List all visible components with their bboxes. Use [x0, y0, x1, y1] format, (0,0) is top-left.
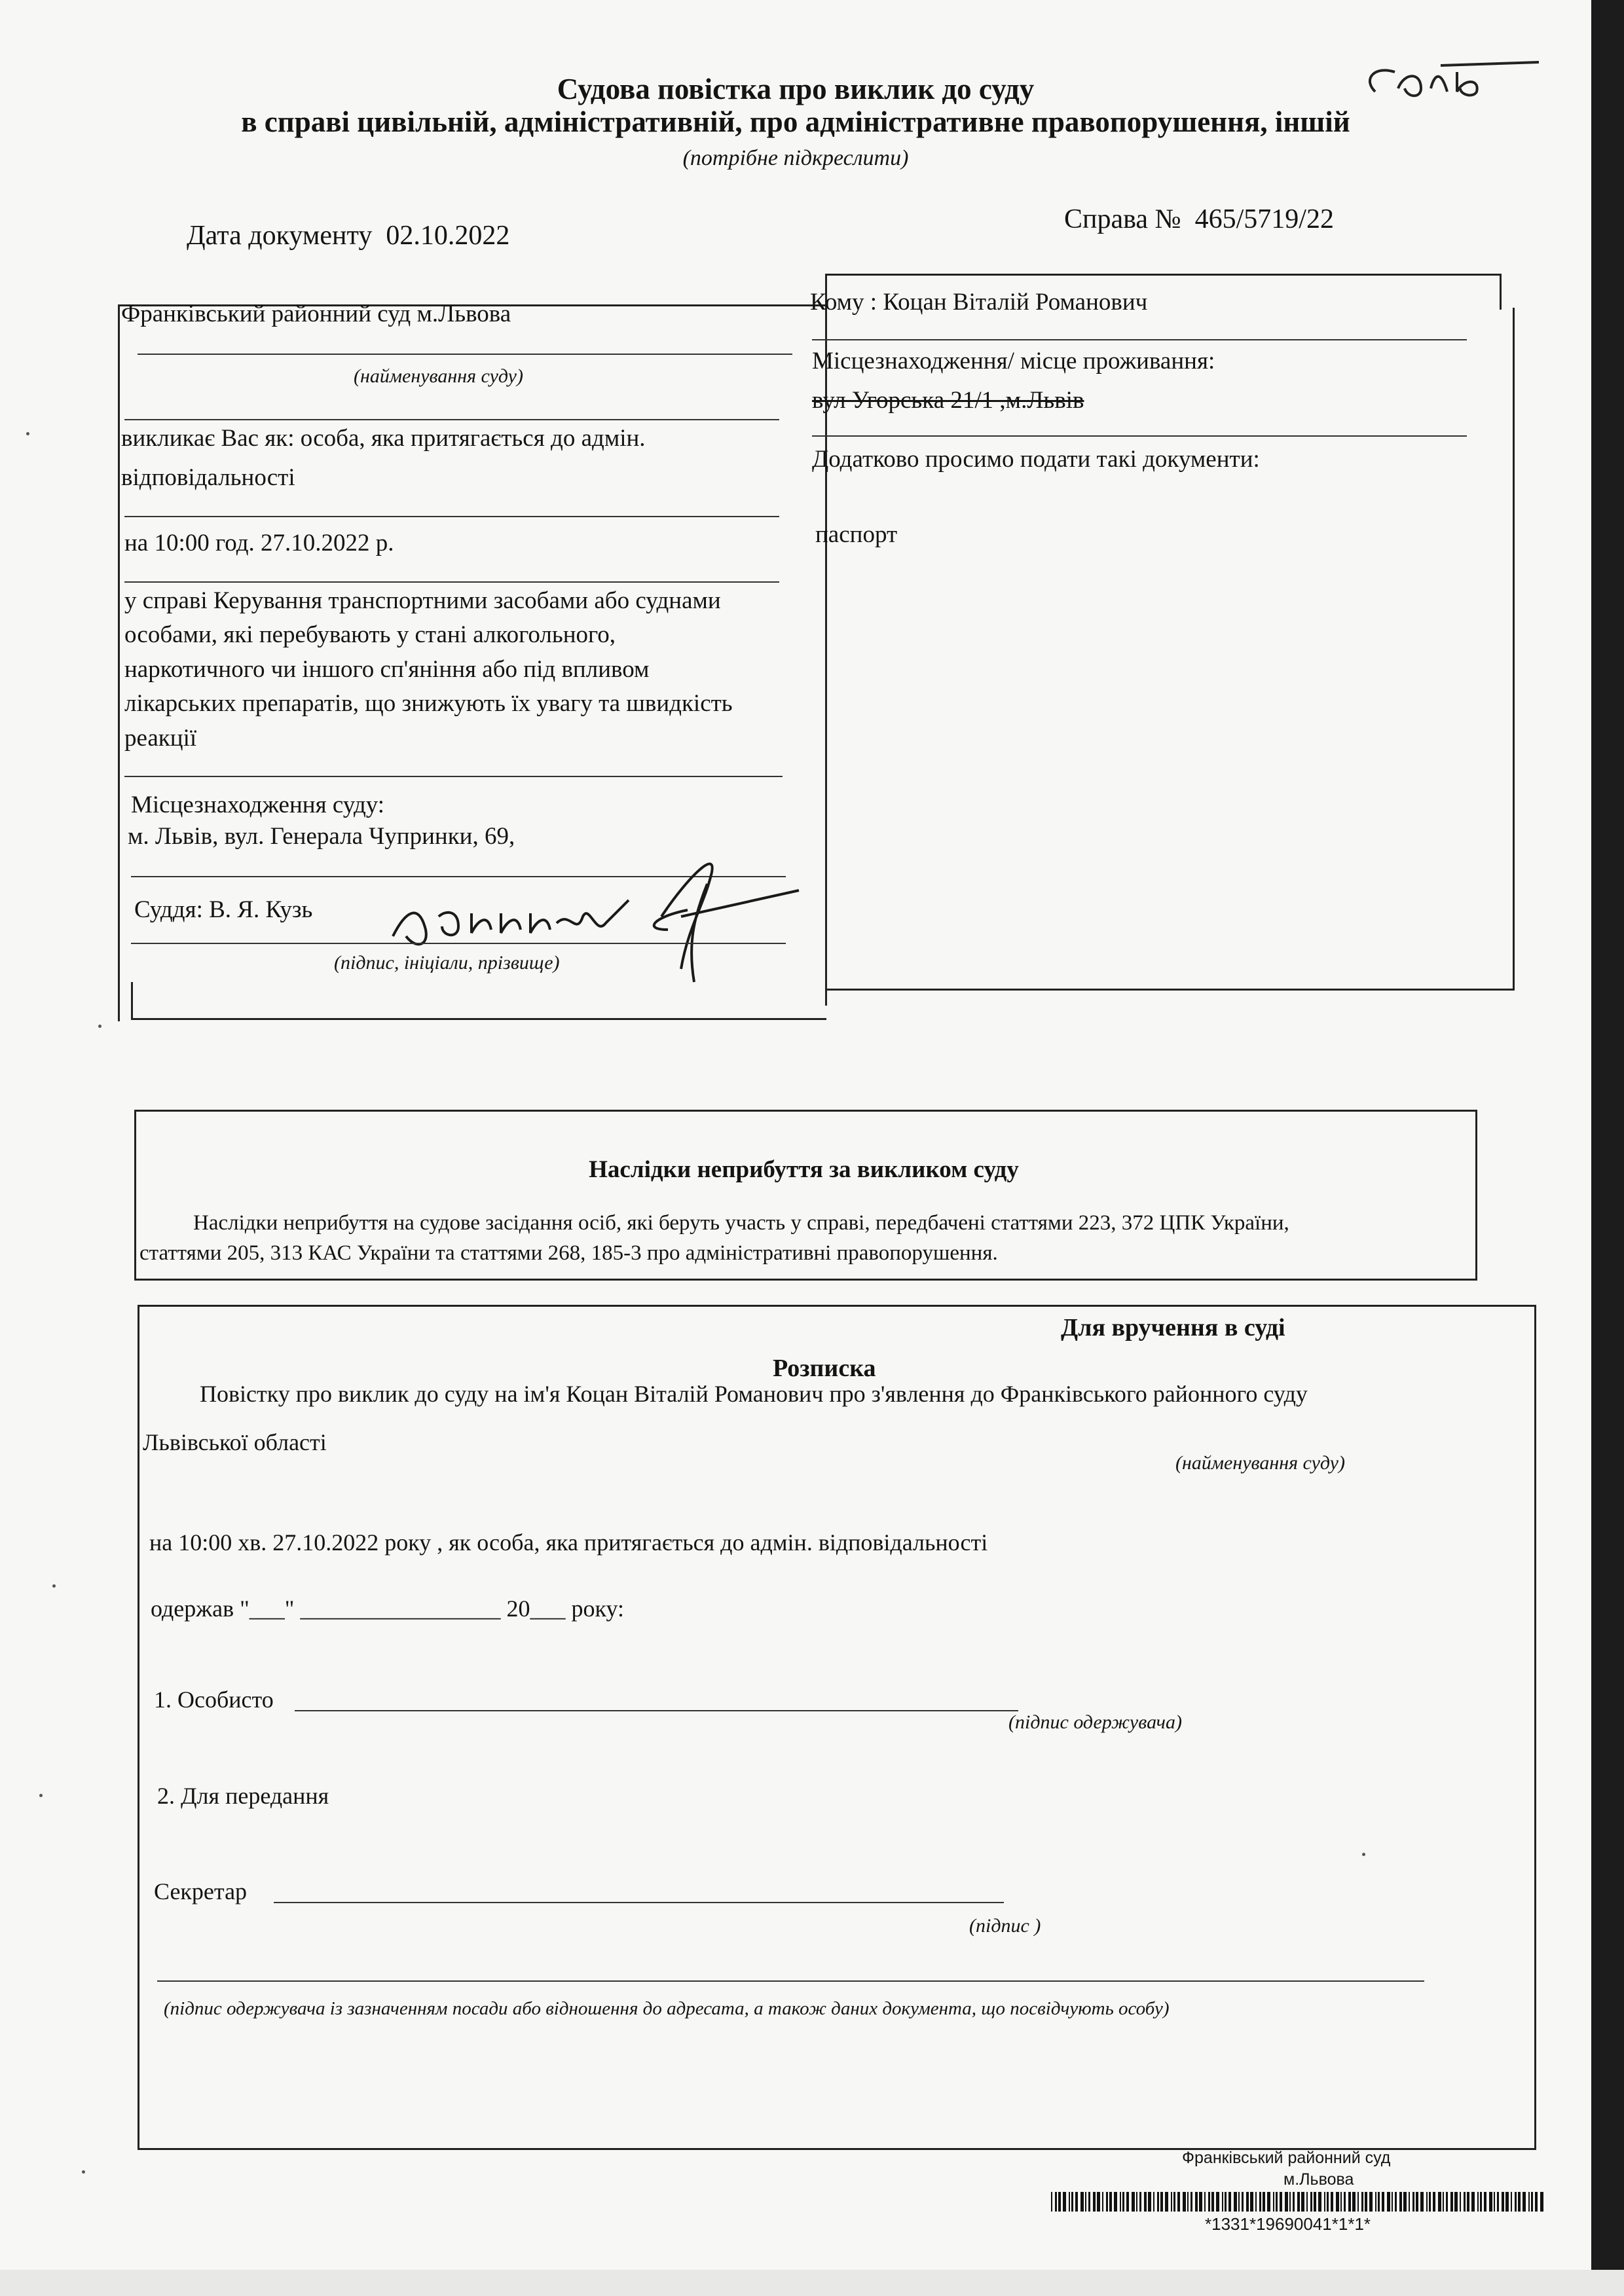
barcode-bar — [1318, 2192, 1321, 2212]
barcode-bar — [1535, 2192, 1538, 2212]
barcode-bar — [1511, 2192, 1512, 2212]
barcode — [1051, 2192, 1545, 2214]
address-value: вул Угорська 21/1 ,м.Львів — [812, 387, 1084, 414]
barcode-bar — [1426, 2192, 1428, 2212]
barcode-bar — [1471, 2192, 1475, 2212]
barcode-bar — [1369, 2192, 1373, 2212]
barcode-bar — [1204, 2192, 1206, 2212]
barcode-bar — [1080, 2192, 1084, 2212]
barcode-bar — [1114, 2192, 1117, 2212]
barcode-bar — [1211, 2192, 1214, 2212]
barcode-bar — [1063, 2192, 1066, 2212]
barcode-bar — [1242, 2192, 1244, 2212]
received-date-line: одержав "___" _________________ 20___ року: — [151, 1595, 625, 1622]
barcode-bar — [1106, 2192, 1108, 2212]
consequences-title: Наслідки неприбуття за викликом суду — [589, 1156, 1019, 1183]
receipt-bottom-caption: (підпис одержувача із зазначенням посади або відношення до адресата, а також даних документа, що посвідчують особу) — [164, 1998, 1170, 2019]
stamp-line-1: Франківський районний суд — [1182, 2149, 1391, 2167]
barcode-bar — [1331, 2192, 1333, 2212]
barcode-bar — [1157, 2192, 1159, 2212]
barcode-bar — [1420, 2192, 1424, 2212]
summons-role-line-1: викликає Вас як: особа, яка притягається до адмін. — [121, 425, 646, 452]
hearing-time: на 10:00 год. 27.10.2022 р. — [124, 530, 394, 556]
receipt-line-1: Повістку про виклик до суду на ім'я Коцан Віталій Романович про з'явлення до Франківського районного суду — [200, 1381, 1308, 1407]
barcode-bar — [1234, 2192, 1237, 2212]
barcode-bar — [1126, 2192, 1129, 2212]
barcode-bar — [1494, 2192, 1495, 2212]
barcode-bar — [1361, 2192, 1363, 2212]
barcode-bar — [1187, 2192, 1189, 2212]
case-subject-line: особами, які перебувають у стані алкогольного, — [124, 621, 616, 649]
barcode-bar — [1454, 2192, 1458, 2212]
barcode-bar — [1477, 2192, 1479, 2212]
barcode-bar — [1259, 2192, 1261, 2212]
receipt-line-2: Львівської області — [143, 1429, 327, 1455]
documents-label: Додатково просимо подати такі документи: — [812, 446, 1260, 473]
barcode-bar — [1069, 2192, 1070, 2212]
barcode-bar — [1160, 2192, 1163, 2212]
barcode-bar — [1222, 2192, 1223, 2212]
for-transfer-label: 2. Для передання — [157, 1783, 329, 1809]
address-label: Місцезнаходження/ місце проживання: — [812, 348, 1215, 374]
barcode-bar — [1489, 2192, 1492, 2212]
documents-value: паспорт — [815, 521, 898, 548]
barcode-bar — [1324, 2192, 1325, 2212]
barcode-bar — [1336, 2192, 1339, 2212]
barcode-bar — [1502, 2192, 1504, 2212]
barcode-bar — [1208, 2192, 1210, 2212]
barcode-bar — [1348, 2192, 1351, 2212]
receipt-court-caption: (найменування суду) — [1175, 1452, 1345, 1474]
barcode-bar — [1097, 2192, 1100, 2212]
barcode-bar — [1246, 2192, 1249, 2212]
barcode-bar — [1531, 2192, 1533, 2212]
scan-edge — [1591, 0, 1624, 2296]
consequences-text-line-2: статтями 205, 313 КАС України та статтями 268, 185-3 про адміністративні правопорушення. — [139, 1241, 998, 1265]
barcode-bar — [1088, 2192, 1090, 2212]
summons-role-line-2: відповідальності — [121, 464, 295, 491]
title-line-1: Судова повістка про виклик до суду — [557, 73, 1035, 105]
court-location-value: м. Львів, вул. Генерала Чупринки, 69, — [128, 823, 515, 850]
barcode-bar — [1518, 2192, 1521, 2212]
barcode-bar — [1289, 2192, 1291, 2212]
scan-dot — [52, 1584, 56, 1588]
case-label: Справа № — [1064, 204, 1181, 234]
barcode-bar — [1484, 2192, 1486, 2212]
barcode-bar — [1515, 2192, 1517, 2212]
scan-dot — [82, 2170, 85, 2174]
barcode-bar — [1429, 2192, 1431, 2212]
court-name: Франківський районний суд м.Львова — [121, 301, 511, 327]
barcode-bar — [1467, 2192, 1469, 2212]
barcode-bar — [1255, 2192, 1257, 2212]
court-location-label: Місцезнаходження суду: — [131, 792, 385, 818]
recipient-signature-caption: (підпис одержувача) — [1008, 1711, 1182, 1733]
barcode-bar — [1460, 2192, 1461, 2212]
barcode-bar — [1051, 2192, 1052, 2212]
barcode-bar — [1280, 2192, 1282, 2212]
barcode-bar — [1055, 2192, 1057, 2212]
barcode-bar — [1293, 2192, 1295, 2212]
barcode-bar — [1446, 2192, 1448, 2212]
scan-bottom-edge — [0, 2270, 1624, 2296]
case-value: 465/5719/22 — [1194, 204, 1334, 234]
barcode-bar — [1263, 2192, 1265, 2212]
scan-dot — [39, 1794, 43, 1797]
handwritten-mark — [1349, 52, 1545, 111]
recipient-name: Кому : Коцан Віталій Романович — [810, 289, 1148, 316]
barcode-bar — [1450, 2192, 1453, 2212]
barcode-bar — [1392, 2192, 1393, 2212]
case-subject-line: наркотичного чи іншого сп'яніння або під впливом — [124, 655, 650, 683]
barcode-bar — [1340, 2192, 1342, 2212]
barcode-bar — [1382, 2192, 1384, 2212]
receipt-box — [138, 1305, 1536, 2150]
barcode-bar — [1395, 2192, 1397, 2212]
court-name-caption: (найменування суду) — [354, 365, 523, 387]
barcode-bar — [1136, 2192, 1137, 2212]
barcode-bar — [1387, 2192, 1390, 2212]
scan-dot — [26, 432, 29, 435]
barcode-bar — [1505, 2192, 1509, 2212]
barcode-bar — [1075, 2192, 1078, 2212]
barcode-bar — [1144, 2192, 1147, 2212]
barcode-bar — [1378, 2192, 1380, 2212]
barcode-bar — [1522, 2192, 1526, 2212]
barcode-bar — [1528, 2192, 1530, 2212]
barcode-bar — [1409, 2192, 1410, 2212]
barcode-bar — [1195, 2192, 1198, 2212]
barcode-bar — [1306, 2192, 1308, 2212]
barcode-bar — [1433, 2192, 1435, 2212]
barcode-bar — [1267, 2192, 1270, 2212]
barcode-bar — [1102, 2192, 1103, 2212]
barcode-bar — [1132, 2192, 1135, 2212]
barcode-bar — [1216, 2192, 1219, 2212]
barcode-bar — [1365, 2192, 1367, 2212]
barcode-bar — [1139, 2192, 1141, 2212]
barcode-bar — [1497, 2192, 1499, 2212]
for-court-delivery: Для вручення в суді — [1061, 1314, 1285, 1341]
barcode-bar — [1183, 2192, 1186, 2212]
barcode-bar — [1071, 2192, 1073, 2212]
barcode-bar — [1327, 2192, 1329, 2212]
barcode-bar — [1120, 2192, 1121, 2212]
document-date — [187, 219, 509, 252]
case-subject-line: реакції — [124, 724, 197, 752]
barcode-bar — [1540, 2192, 1543, 2212]
barcode-bar — [1238, 2192, 1240, 2212]
barcode-bar — [1085, 2192, 1086, 2212]
barcode-bar — [1357, 2192, 1359, 2212]
barcode-bar — [1199, 2192, 1202, 2212]
case-subject-line: у справі Керування транспортними засобами або суднами — [124, 587, 721, 614]
scan-dot — [98, 1025, 101, 1028]
case-subject-line: лікарських препаратів, що знижують їх увагу та швидкість — [124, 690, 733, 718]
barcode-bar — [1273, 2192, 1274, 2212]
personally-label: 1. Особисто — [154, 1686, 274, 1713]
barcode-bar — [1148, 2192, 1151, 2212]
stamp-line-2: м.Львова — [1283, 2170, 1354, 2189]
barcode-bar — [1412, 2192, 1414, 2212]
barcode-bar — [1228, 2192, 1231, 2212]
barcode-bar — [1109, 2192, 1112, 2212]
barcode-bar — [1310, 2192, 1312, 2212]
barcode-bar — [1285, 2192, 1288, 2212]
receipt-time-line: на 10:00 хв. 27.10.2022 року , як особа, яка притягається до адмін. відповідальності — [149, 1529, 988, 1556]
barcode-bar — [1297, 2192, 1300, 2212]
receipt-title: Розписка — [773, 1355, 876, 1382]
barcode-bar — [1344, 2192, 1346, 2212]
barcode-bar — [1403, 2192, 1407, 2212]
title-note: (потрібне підкреслити) — [682, 146, 909, 170]
date-value: 02.10.2022 — [386, 221, 510, 251]
consequences-text-line-1: Наслідки неприбуття на судове засідання осіб, які беруть участь у справі, передбачені статтями 223, 372 ЦПК України, — [193, 1211, 1289, 1235]
barcode-bar — [1443, 2192, 1444, 2212]
barcode-bar — [1276, 2192, 1278, 2212]
barcode-bar — [1171, 2192, 1172, 2212]
case-subject — [124, 587, 733, 753]
barcode-bar — [1352, 2192, 1356, 2212]
secretary-signature-caption: (підпис ) — [969, 1915, 1041, 1937]
barcode-bar — [1375, 2192, 1376, 2212]
barcode-bar — [1464, 2192, 1466, 2212]
barcode-bar — [1250, 2192, 1253, 2212]
case-number — [1064, 203, 1334, 236]
barcode-bar — [1314, 2192, 1316, 2212]
date-label: Дата документу — [187, 221, 373, 251]
judge-name: Суддя: В. Я. Кузь — [134, 896, 313, 923]
barcode-bar — [1399, 2192, 1402, 2212]
scan-dot — [1362, 1853, 1365, 1856]
barcode-bar — [1165, 2192, 1168, 2212]
barcode-bar — [1173, 2192, 1175, 2212]
barcode-bar — [1058, 2192, 1061, 2212]
barcode-bar — [1438, 2192, 1441, 2212]
barcode-bar — [1177, 2192, 1180, 2212]
barcode-bar — [1093, 2192, 1096, 2212]
secretary-label: Секретар — [154, 1878, 248, 1904]
title-line-2: в справі цивільній, адміністративній, про адміністративне правопорушення, іншій — [241, 105, 1350, 138]
barcode-bar — [1122, 2192, 1124, 2212]
barcode-bar — [1225, 2192, 1227, 2212]
barcode-bar — [1480, 2192, 1482, 2212]
barcode-text: *1331*19690041*1*1* — [1205, 2214, 1371, 2234]
barcode-bar — [1416, 2192, 1418, 2212]
judge-signature-caption: (підпис, ініціали, прізвище) — [334, 952, 560, 974]
barcode-bar — [1190, 2192, 1192, 2212]
barcode-bar — [1153, 2192, 1154, 2212]
barcode-bar — [1301, 2192, 1304, 2212]
